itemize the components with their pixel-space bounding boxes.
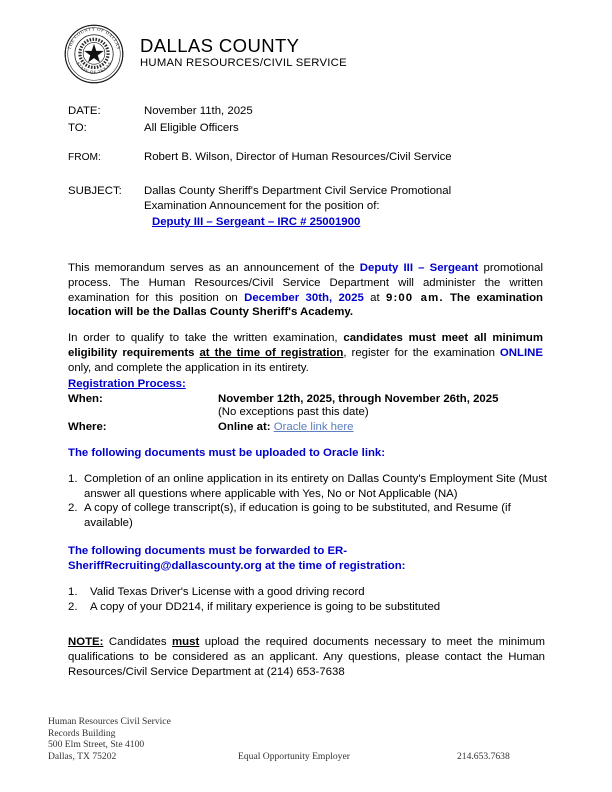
list-item-text: A copy of your DD214, if military experience is going to be substituted xyxy=(90,600,441,613)
letterhead xyxy=(62,22,347,86)
qualify-bold-1: candidates must meet all minimum eligibility requirements xyxy=(68,332,544,359)
oracle-registration-link[interactable]: Oracle link here xyxy=(273,421,354,433)
exam-time: 9:00 am. xyxy=(386,291,444,304)
footer-address-block xyxy=(48,716,171,762)
note-label: NOTE: xyxy=(68,636,104,649)
exam-date: December 30th, 2025 xyxy=(244,291,364,304)
from-label: FROM: xyxy=(68,152,101,163)
qualify-text-2: , register for the examination xyxy=(343,346,500,359)
footer-phone-number: 214.653.7638 xyxy=(457,751,510,762)
memo-row-date xyxy=(68,104,253,118)
memo-row-subject xyxy=(68,184,544,229)
to-label: TO: xyxy=(68,122,87,134)
when-label: When: xyxy=(68,393,103,405)
to-value: All Eligible Officers xyxy=(144,122,239,134)
from-value: Robert B. Wilson, Director of Human Resources/Civil Service xyxy=(144,151,452,163)
subject-label: SUBJECT: xyxy=(68,185,122,197)
announcement-text-3: at xyxy=(363,291,387,304)
exam-location: The examination location will be the Dallas County Sheriff's Academy. xyxy=(68,291,543,319)
footer-address-line-1: Human Resources Civil Service xyxy=(48,716,171,727)
online-emphasis: ONLINE xyxy=(499,346,543,359)
announcement-paragraph xyxy=(68,261,543,319)
qualify-bold-underline: at the time of registration xyxy=(199,346,344,359)
announcement-text-2: promotional process. The Human Resources/Civil Service Department will administer the written examination for this position on xyxy=(68,262,544,304)
forward-heading-line-1: The following documents must be forwarded to ER- xyxy=(68,545,348,557)
qualification-paragraph xyxy=(68,331,543,375)
footer-address-line-3: 500 Elm Street, Ste 4100 xyxy=(48,739,145,751)
forward-documents-list xyxy=(68,585,548,614)
upload-documents-heading: The following documents must be uploaded to Oracle link: xyxy=(68,447,386,459)
when-value: November 12th, 2025, through November 26th, 2025 xyxy=(218,393,499,405)
organization-name: DALLAS COUNTY xyxy=(140,35,300,56)
date-label: DATE: xyxy=(68,105,101,117)
list-item xyxy=(68,600,548,615)
qualify-text-3: only, and complete the application in its entirety. xyxy=(68,361,309,374)
date-value: November 11th, 2025 xyxy=(144,105,253,117)
footer-address-line-2: Records Building xyxy=(48,727,116,739)
subject-value xyxy=(144,184,544,229)
dallas-county-seal-icon xyxy=(62,22,126,86)
list-item-text: A copy of college transcript(s), if education is going to be substituted, and Resume (if available) xyxy=(84,502,511,529)
list-item xyxy=(68,501,548,530)
document-footer xyxy=(0,716,612,776)
footer-eeo-statement: Equal Opportunity Employer xyxy=(238,751,350,762)
note-paragraph xyxy=(68,635,545,679)
announcement-text-1: This memorandum serves as an announcement of the xyxy=(68,262,360,275)
where-label: Where: xyxy=(68,421,107,433)
note-must-emphasis: must xyxy=(172,636,200,649)
footer-address-line-4: Dallas, TX 75202 xyxy=(48,750,117,762)
subject-line-2: Examination Announcement for the position of: xyxy=(144,199,380,212)
list-item-marker: 1. xyxy=(68,473,78,485)
list-item-marker: 1. xyxy=(68,586,78,598)
svg-text:THE COUNTY OF DALLAS: THE COUNTY OF DALLAS xyxy=(66,26,122,51)
list-item-text: Valid Texas Driver's License with a good driving record xyxy=(90,586,365,598)
list-item xyxy=(68,585,548,600)
list-item-marker: 2. xyxy=(68,502,78,515)
memo-row-from xyxy=(68,150,452,165)
announcement-position: Deputy III – Sergeant xyxy=(359,262,479,275)
registration-when-row xyxy=(68,392,498,407)
note-text-2: upload the required documents necessary to meet the minimum qualifications to be considered as an applicant. Any questions, please contact the Human Resources/Civil Service Department at (214) 653-7638 xyxy=(68,636,545,678)
upload-documents-list xyxy=(68,472,548,530)
qualify-text-1: In order to qualify to take the written examination, xyxy=(68,332,344,345)
where-value-prefix: Online at: xyxy=(218,421,271,433)
registration-process-heading: Registration Process: xyxy=(68,378,186,390)
memo-row-to xyxy=(68,121,239,135)
list-item-text: Completion of an online application in its entirety on Dallas County's Employment Site (Must answer all questions where applicable with Yes, No or Not Applicable (NA) xyxy=(84,473,548,500)
forward-heading-line-2: SheriffRecruiting@dallascounty.org at the time of registration: xyxy=(68,559,406,572)
subject-line-1: Dallas County Sheriff's Department Civil Service Promotional xyxy=(144,185,452,197)
letterhead-text xyxy=(140,22,347,71)
registration-when-note: (No exceptions past this date) xyxy=(218,406,369,418)
list-item-marker: 2. xyxy=(68,600,78,613)
list-item xyxy=(68,472,548,501)
position-announcement-link[interactable]: Deputy III – Sergeant – IRC # 25001900 xyxy=(152,216,361,228)
note-text-1: Candidates xyxy=(103,636,173,649)
registration-where-row xyxy=(68,420,353,435)
forward-documents-heading xyxy=(68,544,546,573)
svg-text:STATE OF TEXAS: STATE OF TEXAS xyxy=(75,60,113,75)
organization-department: HUMAN RESOURCES/CIVIL SERVICE xyxy=(140,57,347,69)
